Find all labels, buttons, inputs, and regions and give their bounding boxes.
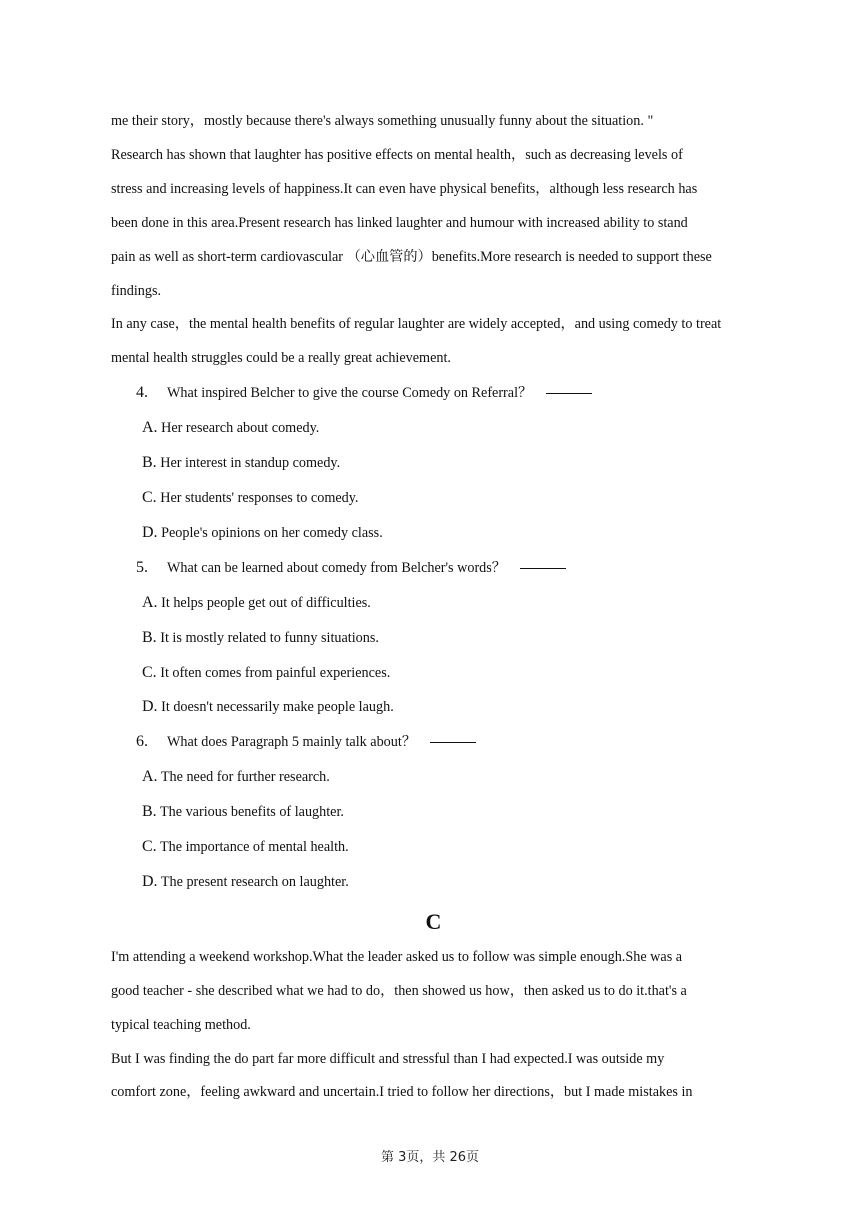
option-letter: C. — [142, 663, 157, 681]
answer-blank — [546, 392, 592, 394]
option-text: It is mostly related to funny situations. — [160, 629, 379, 646]
page-content — [111, 105, 756, 1110]
question-number: 4. — [136, 384, 148, 402]
option-letter: D. — [142, 872, 158, 890]
option-text: It doesn't necessarily make people laugh. — [161, 699, 394, 716]
option-c — [111, 481, 756, 516]
text-line: In any case，the mental health benefits of regular laughter are widely accepted，and using comedy to treat — [111, 316, 722, 333]
option-a — [111, 760, 756, 795]
page-footer: 第 3页，共 26页 — [380, 1150, 480, 1165]
option-b — [111, 621, 756, 656]
section-heading: C — [425, 908, 442, 934]
question-number: 6. — [136, 733, 148, 751]
text-line: me their story，mostly because there's always something unusually funny about the situation. " — [111, 113, 654, 129]
option-text: Her research about comedy. — [161, 420, 320, 437]
option-text: The need for further research. — [160, 769, 330, 786]
option-letter: A. — [142, 768, 158, 786]
answer-blank — [520, 567, 566, 569]
question-text: What does Paragraph 5 mainly talk about？ — [167, 734, 417, 751]
option-letter: B. — [142, 628, 157, 646]
question-stem — [111, 551, 756, 586]
option-text: People's opinions on her comedy class. — [161, 524, 383, 541]
option-letter: B. — [142, 454, 157, 472]
text-line: typical teaching method. — [111, 1016, 251, 1033]
answer-blank — [430, 741, 476, 743]
text-line: good teacher - she described what we had to do，then showed us how，then asked us to do it.that's a — [111, 982, 687, 999]
option-d — [111, 690, 756, 725]
question-4 — [111, 376, 756, 551]
question-stem — [111, 376, 756, 411]
text-line: mental health struggles could be a really great achievement. — [111, 350, 451, 367]
text-line: comfort zone，feeling awkward and uncertain.I tried to follow her directions，but I made mistakes in — [111, 1084, 693, 1101]
passage-top — [111, 105, 756, 376]
option-text: Her students' responses to comedy. — [160, 489, 359, 506]
option-letter: B. — [142, 803, 157, 821]
option-letter: D. — [142, 698, 158, 716]
text-line: But I was finding the do part far more difficult and stressful than I had expected.I was outside my — [111, 1050, 665, 1067]
question-stem — [111, 725, 756, 760]
option-a — [111, 586, 756, 621]
text-line: findings. — [111, 282, 162, 299]
option-text: The importance of mental health. — [159, 839, 349, 856]
option-text: Her interest in standup comedy. — [160, 455, 341, 472]
option-text: It often comes from painful experiences. — [160, 664, 391, 681]
question-number: 5. — [136, 558, 148, 576]
option-d — [111, 865, 756, 900]
option-text: The present research on laughter. — [160, 873, 349, 890]
option-letter: D. — [142, 523, 158, 541]
option-text: The various benefits of laughter. — [159, 804, 344, 821]
option-b — [111, 446, 756, 481]
option-letter: A. — [142, 593, 158, 611]
question-text: What inspired Belcher to give the course Comedy on Referral？ — [167, 385, 533, 402]
text-line: pain as well as short-term cardiovascular （心血管的）benefits.More research is needed to support these — [111, 248, 712, 265]
text-line: stress and increasing levels of happiness.It can even have physical benefits，although less research has — [111, 180, 698, 197]
option-letter: A. — [142, 419, 158, 437]
option-c — [111, 656, 756, 691]
option-b — [111, 795, 756, 830]
question-text: What can be learned about comedy from Belcher's words？ — [167, 559, 506, 576]
option-letter: C. — [142, 838, 157, 856]
passage-bottom — [111, 941, 756, 1111]
option-c — [111, 830, 756, 865]
option-letter: C. — [142, 488, 157, 506]
text-line: been done in this area.Present research has linked laughter and humour with increased ability to stand — [111, 214, 688, 231]
question-5 — [111, 551, 756, 726]
option-d — [111, 516, 756, 551]
option-text: It helps people get out of difficulties. — [161, 594, 371, 611]
option-a — [111, 411, 756, 446]
question-6 — [111, 725, 756, 900]
text-line: I'm attending a weekend workshop.What the leader asked us to follow was simple enough.She was a — [111, 948, 683, 965]
text-line: Research has shown that laughter has positive effects on mental health，such as decreasing levels of — [111, 146, 683, 163]
